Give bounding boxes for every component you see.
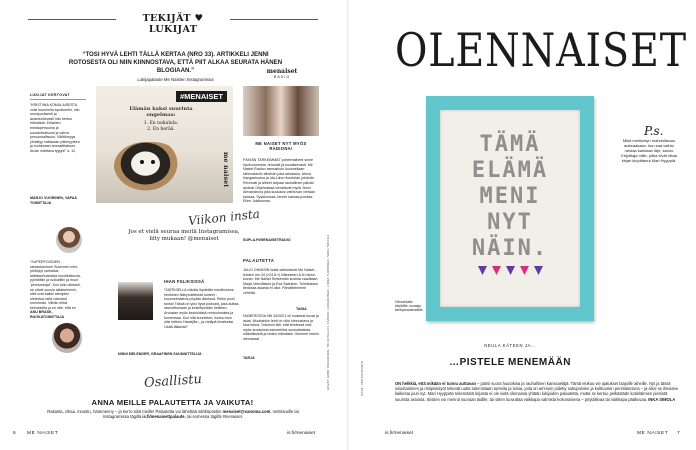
palautetta-text-1: JULKI OIKAISIN lisäsi sähköisesti Me Naiset -lehden nro 34 («24.8.») liitteeseen A-N minun kuvan. Me Naiset Seitsemän kuvista vaaditaan Marja Vehviläisen ja Eva Saarisen. Toimituksen tiedossa asiasta ei ollut. Pahoittelemme virhettä.	[243, 268, 319, 295]
stitched-line-1: TÄMÄ	[479, 132, 541, 157]
left-folio-page: 6	[13, 431, 16, 436]
article-byline: INKA SIMOLA	[648, 396, 676, 402]
dog-eye-right	[151, 160, 155, 164]
reader-quote-source: Lukijapalaute Me Naisten Instagramissa	[137, 77, 214, 82]
frame-caption: Olivvarikalle käsitöille, kuvaaja kehitysvammaisille.	[395, 300, 424, 313]
radio-text: PÄIVÄN TÄRKEIMMÄT puheenaiheet sinne hyvinvoinnista, rennosti ja suvaitsevasti. Me Naiset Radion aamushow kuunnellaan kiinnostaviin aiheisiin joka arkiaamu. Alexa Kangasluoma ja Ida-Liina Huurtelan johdolla. Rennosti ja aiheet tarjoaa rauhallinen päivän aloitus! Ohjelmassa vierailevat myös Jenni Alexandrova joka kuukausi vaihtuvan vieraan kanssa. Syyskuussa Jennin kanssa juontaa Ellen Jokikunnas.	[243, 158, 315, 204]
reader-portrait-2	[52, 323, 82, 353]
photo-credits-vertical: KUVAT: EMMI KORHONEN, TAIJA PELLIN, JAAKKO LUKKARINEN, LINDA TUOMINEN, SAKU SOIKKU	[326, 234, 330, 390]
radio-link[interactable]: SUPLA.FI/MENAISETRADIO	[243, 238, 291, 242]
feedback-link[interactable]: is.fi/menaiset/palaute	[142, 414, 185, 420]
feedback-heading: ANNA MEILLE PALAUTETTA JA VAIKUTA!	[91, 398, 254, 407]
stitched-line-5: NÄIN.	[471, 236, 549, 261]
feedback-text-2: , nettisivuille tai Instagramissa tägillä	[102, 409, 299, 420]
radio-logo-main: menaiset	[266, 68, 298, 75]
radio-heading: ME NAISET NYT MYÖS RADIONA!	[255, 141, 307, 152]
lukijat-credit-2: ANU BRASK, RUOKATOIMITTAJA	[30, 310, 65, 319]
lukijat-text-2: “SUPERFOODIEN rantautuminen Suomeen mini-pöllöytyi varhaisia lattiatanhuamisia muotiesikuvia, pyöräiltiin ja ruokailtiin ja muut ‘perusmarjat’. Kun tulin oikeasti, ne olivat vuosia aikaisemmin, että ovat kaikki aiempien oletettua vielä varmasti enemmän. Vähän ehkä kehuskella ja en näe, että en	[30, 260, 81, 310]
ihan-credit: NINNI MELENDER, GRAAFINEN SUUNNITTELIJA	[118, 352, 202, 356]
reader-quote: “TOSI HYVÄ LEHTI TÄLLÄ KERTAA (NRO 33). ARTIKKELI JENNI ROTOSESTA OLI NIIN KIINNOSTAVA, ETTÄ PIIT ALKAA SEURATA HÄNEN BLOGIAAN.”	[68, 51, 283, 74]
lukijat-text-1: “KRISTIINA KOMULAISESTA voisi kuunnella loputtomiin, niin monipuolisesti ja asiantuntevasti hän kertoo elämästä. Erilainen mediapersoona ja suoraviivaisuus ja vahva persoonallisuus. Välittömyys yhdistyy valtavaan pätevyyteen ja muhkeaan ammattitaitoon. Aivan mahtava tyyppi!” s. 12,	[30, 103, 80, 153]
post-brand-mark: me naiset	[222, 152, 229, 188]
right-folio-url: is.fi/menaiset	[385, 431, 413, 436]
instagram-invite: Jos et vielä seuraa meitä Instagramissa, liity mukaan! @menaiset	[128, 229, 240, 243]
article-text: – paitsi suora huutokisa ja rauhallinen kanssaeläjä. Tämä elokuu vie ajatukset laajoille aiheille. Nyt ja tässä sisustaminen ja ristipistotyöt tekevät uutta tulemistaan tunteita ja toisia, joita on ammoin pidetty sukupolvien ja kulttuurien perimätietona – ja siksi se ilmaisee kaikesta juuri nyt. Mari Hyyppiän tekemästä kirjasta ei ole vielä olemassa yhtään lukijoiden palautetta, mutta se kertoo pelkästään kotieläimien pienistä suurista asioista. Siistien voi mennä suoraan äidille, tai sitten luovuttaa vaikkapa valmista kokonaisena – pöytäliinaa tai vaikkapa pääkuvaa.	[395, 381, 679, 402]
hashtag-badge: #MENAISET	[176, 91, 227, 102]
dog-eye-left	[140, 160, 144, 164]
header-rule-left	[28, 19, 116, 20]
motif-heart-3	[506, 266, 515, 275]
palautetta-heading: PALAUTETTA	[243, 258, 275, 263]
ihan-portrait	[118, 282, 153, 320]
page-gutter	[347, 0, 349, 450]
lukijat-rule	[30, 99, 86, 100]
cross-stitch-motif	[478, 266, 542, 280]
motif-heart-4	[520, 266, 529, 275]
palautetta-credit-1: TAINA	[296, 307, 307, 311]
ihan-heading: IHAN FIILIKSISSÄ	[164, 279, 205, 284]
left-folio-brand: ME NAISET	[27, 431, 59, 436]
radio-logo-sub: RADIO	[273, 75, 291, 79]
lukijat-credit-1: MARJO VUORINEN, VAPAA TOIMITTAJA	[30, 196, 77, 205]
post-item-2: 2. En herää.	[147, 127, 175, 132]
feedback-email[interactable]: menaiset@sanoma.com	[222, 409, 271, 414]
left-folio-url: is.fi/menaiset	[287, 431, 315, 436]
stitched-line-4: NYT	[487, 210, 533, 235]
article-subhead: NEULA KÄTEEN JA…	[484, 343, 536, 348]
osallistu-script: Osallistu	[143, 372, 203, 391]
stitched-line-2: ELÄMÄ	[471, 158, 549, 183]
article-lead: ON helkkiä, että mikään ei tunnu auttavan	[395, 381, 476, 386]
article-body	[395, 381, 679, 421]
ps-text: Mikä merkkelyn mahdollisuus aukeaakaan, kun saa vaihto neulaa kankaan läpi, sanoo Kirjoittaja niille, jotka eivät ottaa kirjan kirjoittanut Mari Hyyppiä.	[621, 138, 677, 163]
instagram-post	[96, 86, 233, 203]
header-rule-right	[230, 19, 318, 20]
embroidery-canvas	[440, 110, 580, 307]
palautetta-text-2: NUMEROSSA NN 34/2021 oli mukavat kuvat ja asiat. Muutoinkin lehti on ollut kiinnostava ja kiva lukea. Toivoisin silti, että lehdessä olisi myös kuvauksia esimerkiksi suomalaisista eläkeläisistä ja niiden elämästä. Olemme mekin olemassa!	[243, 314, 319, 341]
motif-heart-5	[534, 266, 543, 275]
feedback-text-3: , tai somessa tägillä #menaiset.	[184, 414, 244, 420]
right-photo-credit: KUVA: IISA ERIKSSON	[360, 360, 364, 396]
feedback-text-1: Rakasta, vihaa, innostu, hämmenny – ja kerro siitä meille! Palautetta voi lähettää sähköpostiin	[47, 409, 222, 414]
article-headline: …PISTELE MENEMÄÄN	[449, 357, 571, 368]
right-folio-brand: ME NAISET	[637, 431, 669, 436]
lukijat-heading: LUKIJAT KERTOVAT	[30, 93, 70, 97]
stitched-line-3: MENI	[479, 184, 541, 209]
reader-portrait-1	[56, 227, 82, 253]
dog-photo	[114, 142, 184, 196]
motif-heart-1	[478, 266, 487, 275]
radio-hosts-photo	[243, 86, 319, 136]
palautetta-credit-2: TARJA	[243, 356, 255, 360]
viikon-insta-script: Viikon insta	[187, 206, 261, 229]
feedback-text	[38, 409, 308, 420]
motif-heart-2	[492, 266, 501, 275]
right-folio-page: 7	[677, 431, 680, 436]
embroidery-frame	[426, 96, 594, 321]
post-item-1: 1. En nukahda.	[143, 121, 179, 126]
ihan-text: “SATEISELLA viikolla löydettiin mindfulness-henkinen Näkymättömät tunteet -kuunnelmateos pöydän ääressä. Reilut puoli tuntia! Tässä on yksi hyvä podcast, joka auttaa rauhoittumaan ja keskittymään hetkeen. Arvostan myös keskinäistä rentoutumista ja tunnelmaa. Kun sitä kuuntelee, tuntuu kuin olisi hetken Havaijilla – ja vieläpä ilmaiseksi. Lisää tällaista!”	[164, 288, 239, 329]
ps-label: P.s.	[644, 124, 664, 138]
olennaiset-title: OLENNAISET	[395, 23, 687, 77]
post-title: Elämän kaksi suurinta ongelmaa:	[129, 106, 193, 118]
left-header-title: TEKIJÄT ♥ LUKIJAT	[142, 13, 204, 35]
